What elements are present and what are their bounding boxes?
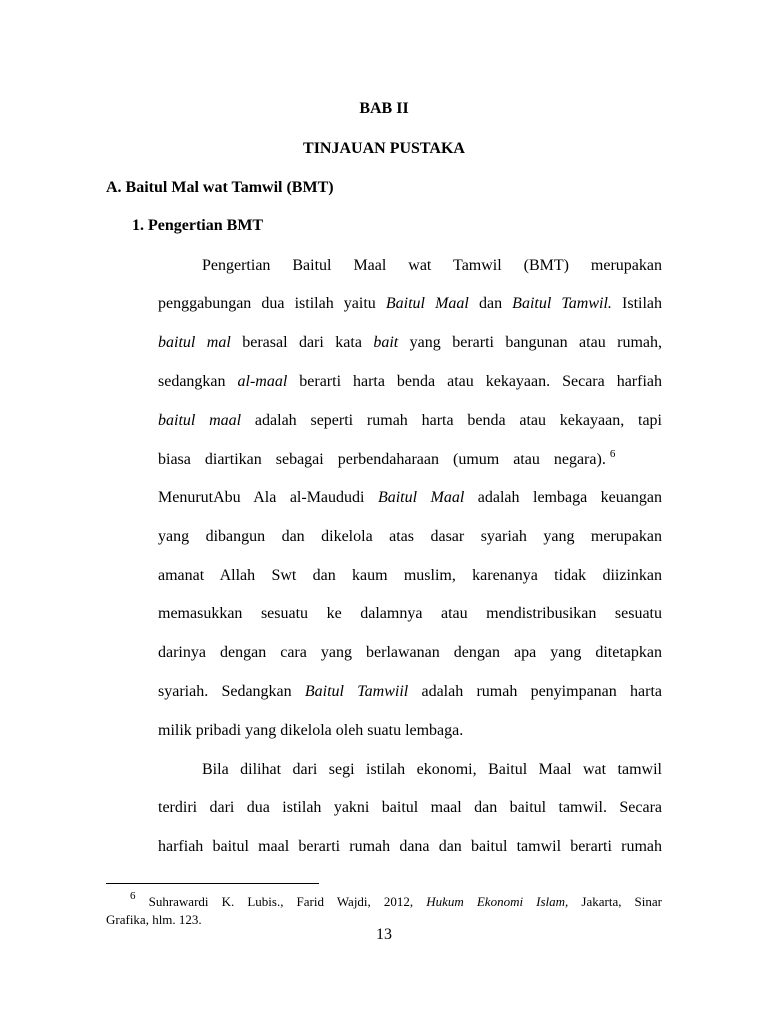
footnote-reference: 6 <box>609 448 616 460</box>
subsection-heading: 1. Pengertian BMT <box>132 217 264 234</box>
paragraph-line: Pengertian Baitul Maal wat Tamwil (BMT) merupakan <box>202 257 662 274</box>
paragraph-line: MenurutAbu Ala al-Maududi Baitul Maal adalah lembaga keuangan <box>158 489 662 506</box>
chapter-number: BAB II <box>359 100 409 117</box>
paragraph-line: baitul mal berasal dari kata bait yang berarti bangunan atau rumah, <box>158 334 663 351</box>
paragraph-line: darinya dengan cara yang berlawanan dengan apa yang ditetapkan <box>158 644 662 661</box>
section-heading: A. Baitul Mal wat Tamwil (BMT) <box>106 179 334 196</box>
footnote-line-2: Grafika, hlm. 123. <box>106 912 202 927</box>
chapter-title: TINJAUAN PUSTAKA <box>303 140 465 157</box>
paragraph-line: baitul maal adalah seperti rumah harta benda atau kekayaan, tapi <box>158 412 663 429</box>
paragraph-line: milik pribadi yang dikelola oleh suatu lembaga. <box>158 722 464 739</box>
paragraph-line: sedangkan al-maal berarti harta benda atau kekayaan. Secara harfiah <box>158 373 663 390</box>
paragraph-line: terdiri dari dua istilah yakni baitul maal dan baitul tamwil. Secara <box>158 799 662 816</box>
paragraph-line: Bila dilihat dari segi istilah ekonomi, Baitul Maal wat tamwil <box>202 761 662 778</box>
paragraph-line: penggabungan dua istilah yaitu Baitul Maal dan Baitul Tamwil. Istilah <box>158 295 663 312</box>
paragraph-line: harfiah baitul maal berarti rumah dana dan baitul tamwil berarti rumah <box>158 838 662 855</box>
footnote-mark: 6 <box>130 890 136 902</box>
page-number: 13 <box>376 926 392 943</box>
paragraph-line: syariah. Sedangkan Baitul Tamwiil adalah rumah penyimpanan harta <box>158 683 662 700</box>
footnote-separator <box>106 883 319 884</box>
paragraph-line: amanat Allah Swt dan kaum muslim, karenanya tidak diizinkan <box>158 567 662 584</box>
paragraph-line: yang dibangun dan dikelola atas dasar syariah yang merupakan <box>158 528 662 545</box>
paragraph-line: memasukkan sesuatu ke dalamnya atau mendistribusikan sesuatu <box>158 605 662 622</box>
footnote: $^6$ Suhrawardi K. Lubis., Farid Wajdi, 2012, Hukum Ekonomi Islam, Jakarta, Sinar <box>130 890 662 909</box>
paragraph-line: biasa diartikan sebagai perbendaharaan (umum atau negara). $^6$ <box>158 448 616 468</box>
